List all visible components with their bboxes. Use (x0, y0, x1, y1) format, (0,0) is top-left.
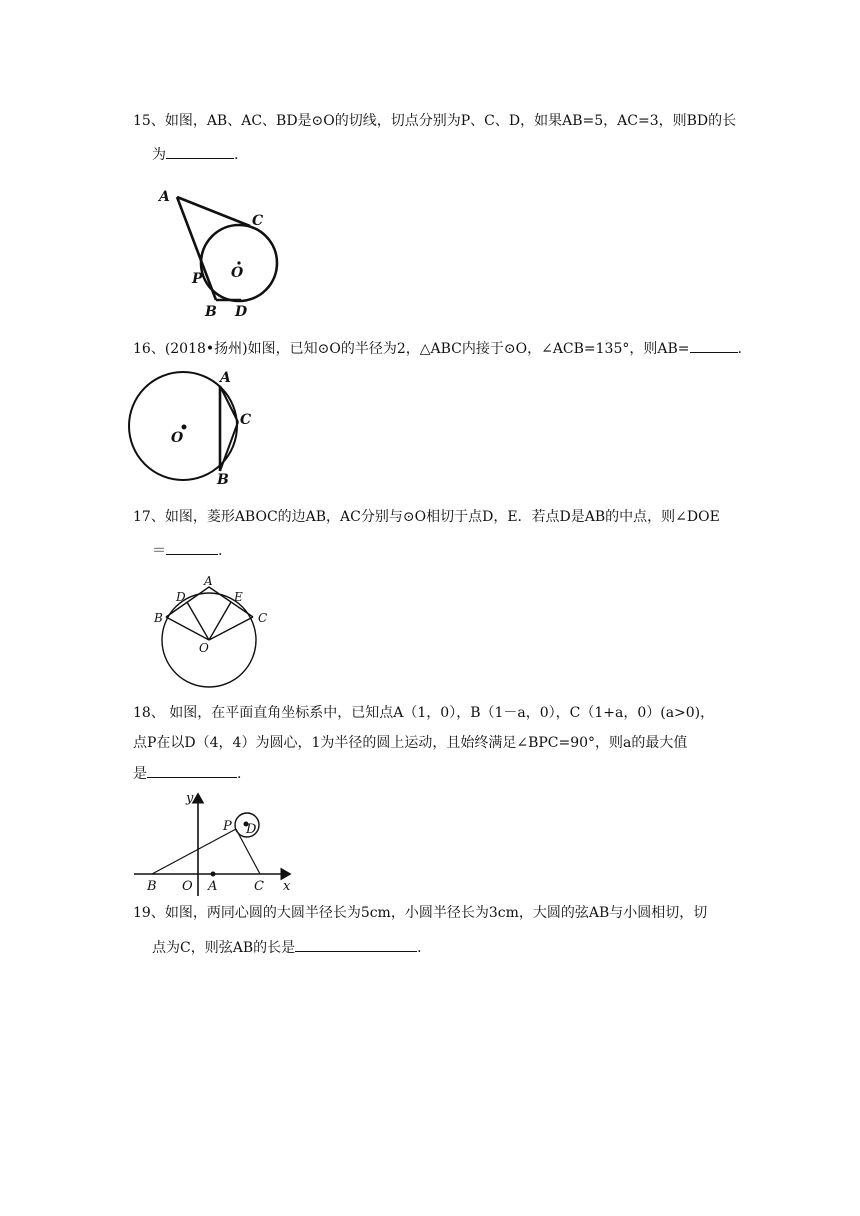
q17-text-line1: 17、如图，菱形ABOC的边AB，AC分别与⊙O相切于点D，E．若点D是AB的中点，则∠DOE (133, 509, 720, 525)
q18-text-line3 (133, 763, 241, 784)
q19-suffix: . (417, 940, 422, 956)
q16-answer-blank[interactable] (690, 338, 738, 353)
q15-tangent-ac (177, 197, 250, 226)
q17-suffix: . (218, 543, 223, 559)
q16-suffix: . (737, 341, 742, 357)
q18-prefix: 是 (133, 766, 147, 782)
q18-label-o: O (182, 879, 193, 894)
q18-label-c: C (254, 879, 264, 894)
q16-text-line1 (133, 338, 742, 359)
q15-label-d: D (235, 304, 248, 320)
q16-prefix: 16、(2018•扬州)如图，已知⊙O的半径为2，△ABC内接于⊙O，∠ACB=135°，则AB= (133, 341, 690, 357)
q18-figure (130, 788, 300, 898)
q17-label-o: O (199, 641, 209, 655)
q17-label-c: C (258, 611, 268, 625)
q15-figure (155, 183, 295, 323)
q17-label-b: B (154, 611, 163, 625)
q18-label-x: x (283, 879, 291, 894)
q16-chord-bc (220, 422, 238, 471)
q17-label-a: A (204, 574, 213, 588)
q18-label-p: P (223, 819, 232, 834)
q16-label-c: C (240, 412, 252, 428)
q16-label-b: B (217, 472, 229, 488)
q19-prefix: 点为C，则弦AB的长是 (152, 940, 296, 956)
q15-label-o: O (231, 265, 244, 281)
q17-label-e: E (234, 590, 243, 604)
q15-text-line2 (152, 144, 238, 165)
q18-text-line1: 18、 如图，在平面直角坐标系中，已知点A（1，0），B（1－a，0），C（1+a，0）(a>0)， (133, 705, 715, 721)
q19-text-line2 (152, 937, 422, 958)
q16-center-dot (182, 425, 187, 430)
q18-label-y: y (186, 791, 194, 806)
q17-label-d: D (176, 590, 186, 604)
q17-prefix: ＝ (152, 543, 166, 559)
q15-suffix: . (234, 147, 239, 163)
q18-label-a: A (208, 879, 218, 894)
q18-suffix: . (237, 766, 242, 782)
q16-figure (127, 370, 267, 490)
q16-label-a: A (220, 370, 231, 386)
q16-label-o: O (171, 430, 184, 446)
q17-figure (150, 573, 280, 693)
q18-label-b: B (147, 879, 157, 894)
q18-label-d: D (246, 822, 257, 837)
q16-chord-ac (220, 386, 238, 422)
q17-answer-blank[interactable] (166, 540, 218, 555)
q15-answer-blank[interactable] (166, 144, 234, 159)
q15-label-p: P (192, 271, 203, 287)
q15-label-c: C (252, 213, 264, 229)
q19-text-line1: 19、如图，两同心圆的大圆半径长为5cm，小圆半径长为3cm，大圆的弦AB与小圆相切，切 (133, 905, 708, 921)
q18-answer-blank[interactable] (147, 763, 237, 778)
q15-label-b: B (205, 304, 217, 320)
q17-text-line2 (152, 540, 222, 561)
q15-label-a: A (159, 189, 170, 205)
q15-text-line1: 15、如图，AB、AC、BD是⊙O的切线，切点分别为P、C、D，如果AB=5，AC=3，则BD的长 (133, 113, 737, 129)
q19-answer-blank[interactable] (295, 937, 417, 952)
q18-point-a (211, 872, 216, 877)
q18-text-line2: 点P在以D（4，4）为圆心，1为半径的圆上运动，且始终满足∠BPC=90°，则a的最大值 (133, 735, 688, 751)
q15-prefix: 为 (152, 147, 166, 163)
q18-segment-bp (152, 829, 236, 874)
